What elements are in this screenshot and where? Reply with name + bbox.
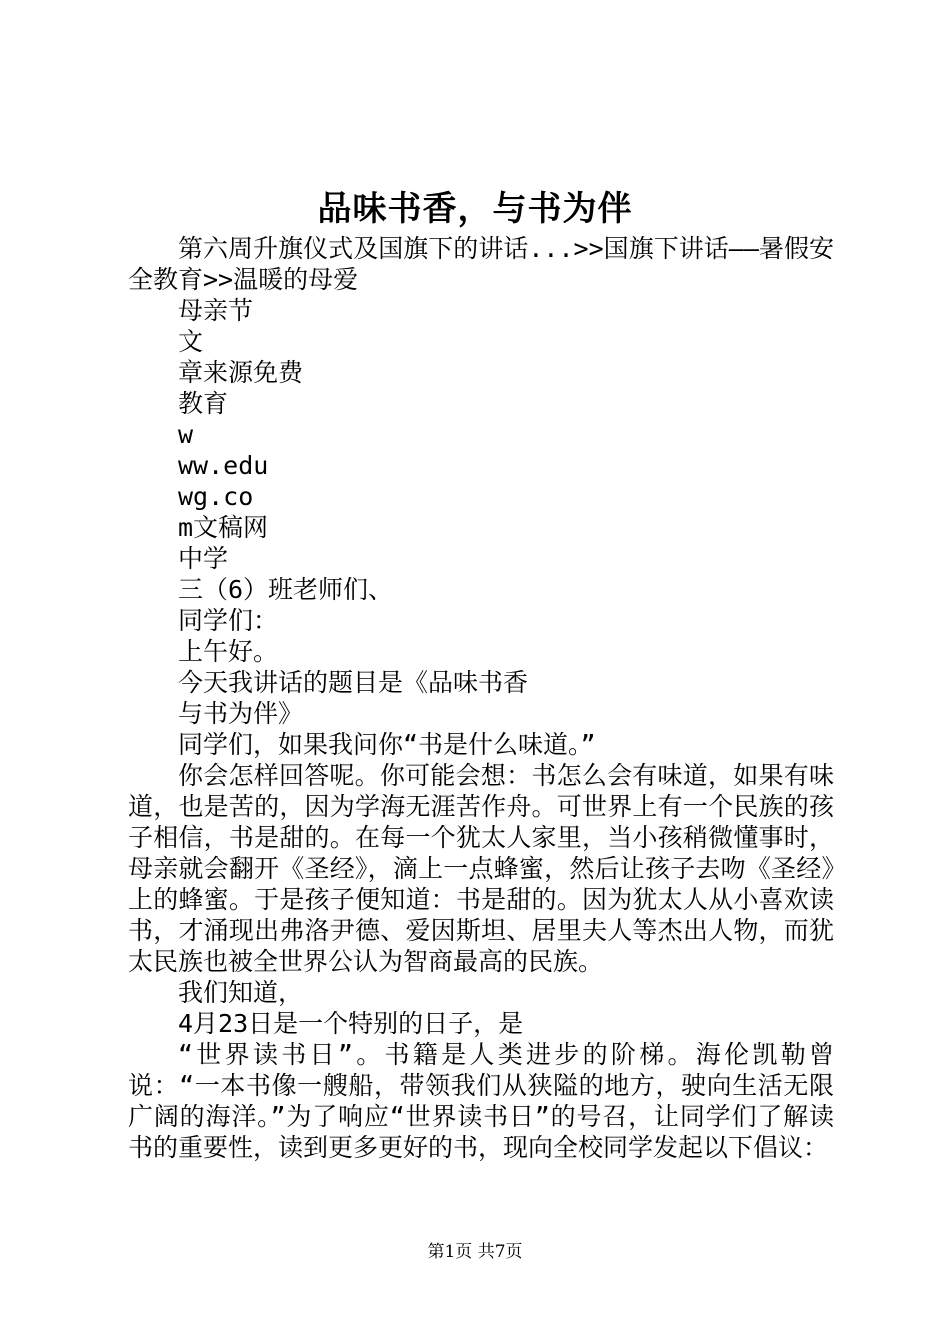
paragraph-sweet-books: 你会怎样回答呢。你可能会想：书怎么会有味道，如果有味道，也是苦的，因为学海无涯苦作舟。可世界上有一个民族的孩子相信，书是甜的。在每一个犹太人家里，当小孩稍微懂事时，母亲就会翻开《圣经》，滴上一点蜂蜜，然后让孩子去吻《圣经》上的蜂蜜。于是孩子便知道：书是甜的。因为犹太人从小喜欢读书，才涌现出弗洛尹德、爱因斯坦、居里夫人等杰出人物，而犹太民族也被全世界公认为智商最高的民族。 xyxy=(128,761,834,976)
body-line: 我们知道， xyxy=(178,978,304,1007)
document-title: 品味书香，与书为伴 xyxy=(317,189,633,229)
page-indicator: 第1页 共7页 xyxy=(427,1242,523,1262)
body-line: 母亲节 xyxy=(178,296,254,325)
body-line: 中学 xyxy=(178,544,229,573)
intro-paragraph: 第六周升旗仪式及国旗下的讲话...>>国旗下讲话——暑假安全教育>>温暖的母爱 xyxy=(128,234,834,294)
body-line: w xyxy=(178,420,194,449)
body-line: ww.edu xyxy=(178,451,269,480)
body-line: 教育 xyxy=(178,389,229,418)
body-line: 文 xyxy=(178,327,204,356)
body-line: 与书为伴》 xyxy=(178,699,304,728)
body-line: 4月23日是一个特别的日子，是 xyxy=(178,1009,524,1038)
document-body xyxy=(128,233,834,1163)
body-line: m文稿网 xyxy=(178,513,269,542)
body-line: 同学们，如果我问你“书是什么味道。” xyxy=(178,730,596,759)
paragraph-reading-day: “世界读书日”。书籍是人类进步的阶梯。海伦凯勒曾说：“一本书像一艘船，带领我们从狭隘的地方，驶向生活无限广阔的海洋。”为了响应“世界读书日”的号召，让同学们了解读书的重要性，读到更多更好的书，现向全校同学发起以下倡议： xyxy=(128,1040,834,1162)
body-line: 同学们： xyxy=(178,606,279,635)
body-line: 今天我讲话的题目是《品味书香 xyxy=(178,668,529,697)
body-line: 三（6）班老师们、 xyxy=(178,575,394,604)
body-line: wg.co xyxy=(178,482,254,511)
body-line: 上午好。 xyxy=(178,637,279,666)
body-line: 章来源免费 xyxy=(178,358,304,387)
